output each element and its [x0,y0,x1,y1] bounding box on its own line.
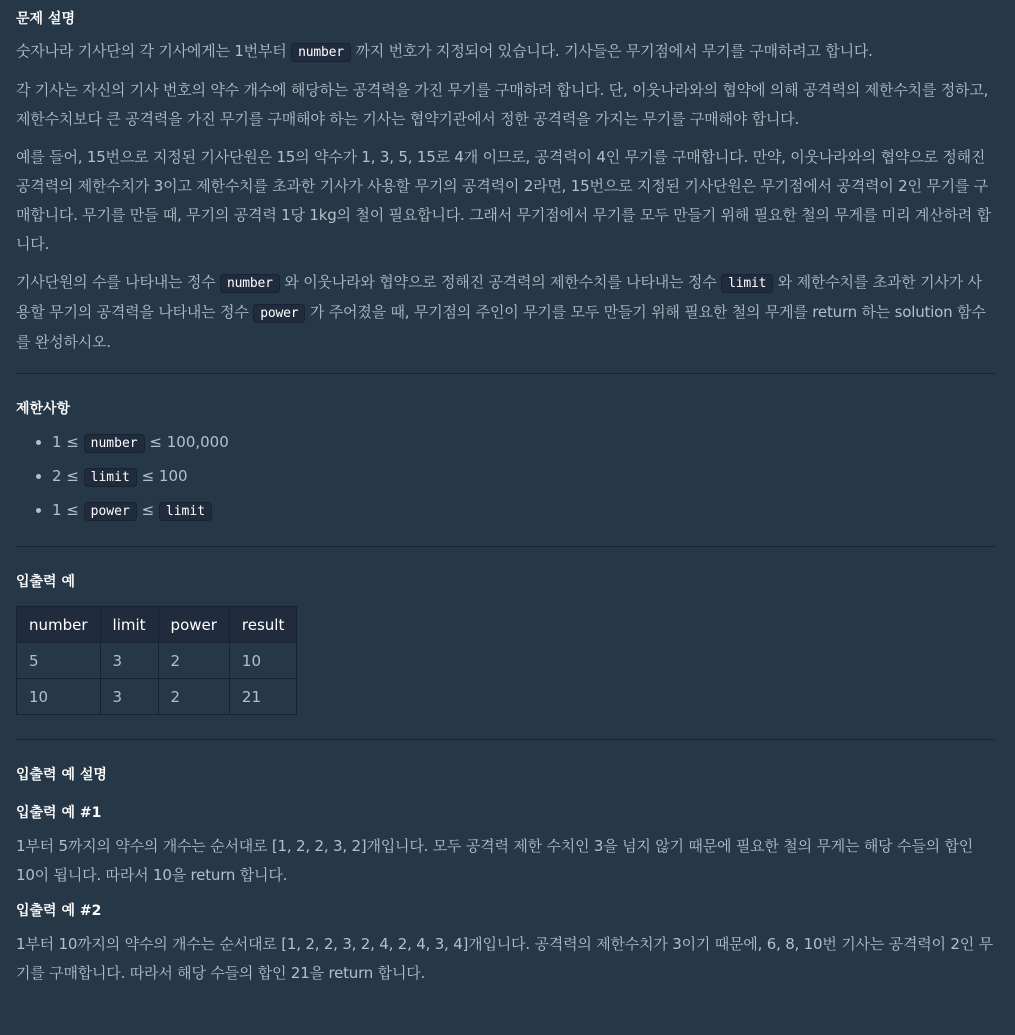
problem-heading: 문제 설명 [16,11,75,27]
text: 와 제한수치를 초과한 기사가 사용할 무기의 공격력을 나타내는 정수 [16,273,982,321]
column-header: result [229,607,296,643]
code-power: power [253,304,305,323]
code-limit: limit [159,502,212,521]
problem-paragraph-4 [16,268,995,357]
code-limit: limit [721,274,773,293]
table-cell: 2 [158,679,229,715]
text: ≤ 100,000 [144,433,229,451]
constraints-heading: 제한사항 [16,401,71,417]
example-1-heading: 입출력 예 #1 [16,805,102,821]
text: 까지 번호가 지정되어 있습니다. 기사들은 무기점에서 무기를 구매하려고 합니다. [350,42,873,60]
table-cell: 3 [100,643,158,679]
column-header: power [158,607,229,643]
text: 기사단원의 수를 나타내는 정수 [16,273,221,291]
problem-paragraph-1 [16,37,995,67]
column-header: number [17,607,101,643]
table-header-row [17,607,297,643]
code-power: power [84,502,137,521]
code-number: number [84,434,145,453]
divider [16,546,995,547]
table-cell: 5 [17,643,101,679]
text: 와 이웃나라와 협약으로 정해진 공격력의 제한수치를 나타내는 정수 [279,273,722,291]
constraint-item [52,426,995,460]
table-cell: 10 [229,643,296,679]
text: ≤ 100 [136,467,188,485]
table-cell: 2 [158,643,229,679]
table-row [17,643,297,679]
example-2-text: 1부터 10까지의 약수의 개수는 순서대로 [1, 2, 2, 3, 2, 4, 2, 4, 3, 4]개입니다. 공격력의 제한수치가 3이기 때문에, 6, 8, 10번 기사는 공격력이 2인 무기를 구매합니다. 따라서 해당 수들의 합인 21을 return 합니다. [16,935,993,982]
text: 1 ≤ [52,433,84,451]
code-number: number [291,43,351,62]
table-row [17,679,297,715]
column-header: limit [100,607,158,643]
table-cell: 21 [229,679,296,715]
table-cell: 10 [17,679,101,715]
text: ≤ [136,501,159,519]
example-2-heading: 입출력 예 #2 [16,903,102,919]
constraint-item [52,494,995,528]
text: 가 주어졌을 때, 무기점의 주인이 무기를 모두 만들기 위해 필요한 철의 무게를 return 하는 solution 함수를 완성하시오. [16,303,986,351]
problem-paragraph-2: 각 기사는 자신의 기사 번호의 약수 개수에 해당하는 공격력을 가진 무기를 구매하려 합니다. 단, 이웃나라와의 협약에 의해 공격력의 제한수치를 정하고, 제한수치보다 큰 공격력을 가진 무기를 구매해야 하는 기사는 협약기관에서 정한 공격력을 가지는 무기를 구매해야 합니다. [16,81,989,128]
example-1-text: 1부터 5까지의 약수의 개수는 순서대로 [1, 2, 2, 3, 2]개입니다. 모두 공격력 제한 수치인 3을 넘지 않기 때문에 필요한 철의 무게는 해당 수들의 합인 10이 됩니다. 따라서 10을 return 합니다. [16,837,974,884]
text: 1 ≤ [52,501,84,519]
examples-heading: 입출력 예 [16,574,75,590]
divider [16,739,995,740]
divider [16,373,995,374]
text: 숫자나라 기사단의 각 기사에게는 1번부터 [16,42,292,60]
constraint-item [52,460,995,494]
constraints-list [16,426,995,528]
code-number: number [220,274,280,293]
table-cell: 3 [100,679,158,715]
examples-table [16,606,297,715]
explanation-heading: 입출력 예 설명 [16,767,107,783]
text: 2 ≤ [52,467,84,485]
problem-paragraph-3: 예를 들어, 15번으로 지정된 기사단원은 15의 약수가 1, 3, 5, 15로 4개 이므로, 공격력이 4인 무기를 구매합니다. 만약, 이웃나라와의 협약으로 정해진 공격력의 제한수치가 3이고 제한수치를 초과한 기사가 사용할 무기의 공격력이 2라면, 15번으로 지정된 기사단원은 무기점에서 공격력이 2인 무기를 구매합니다. 무기를 만들 때, 무기의 공격력 1당 1kg의 철이 필요합니다. 그래서 무기점에서 무기를 모두 만들기 위해 필요한 철의 무게를 미리 계산하려 합니다. [16,148,991,253]
code-limit: limit [84,468,137,487]
